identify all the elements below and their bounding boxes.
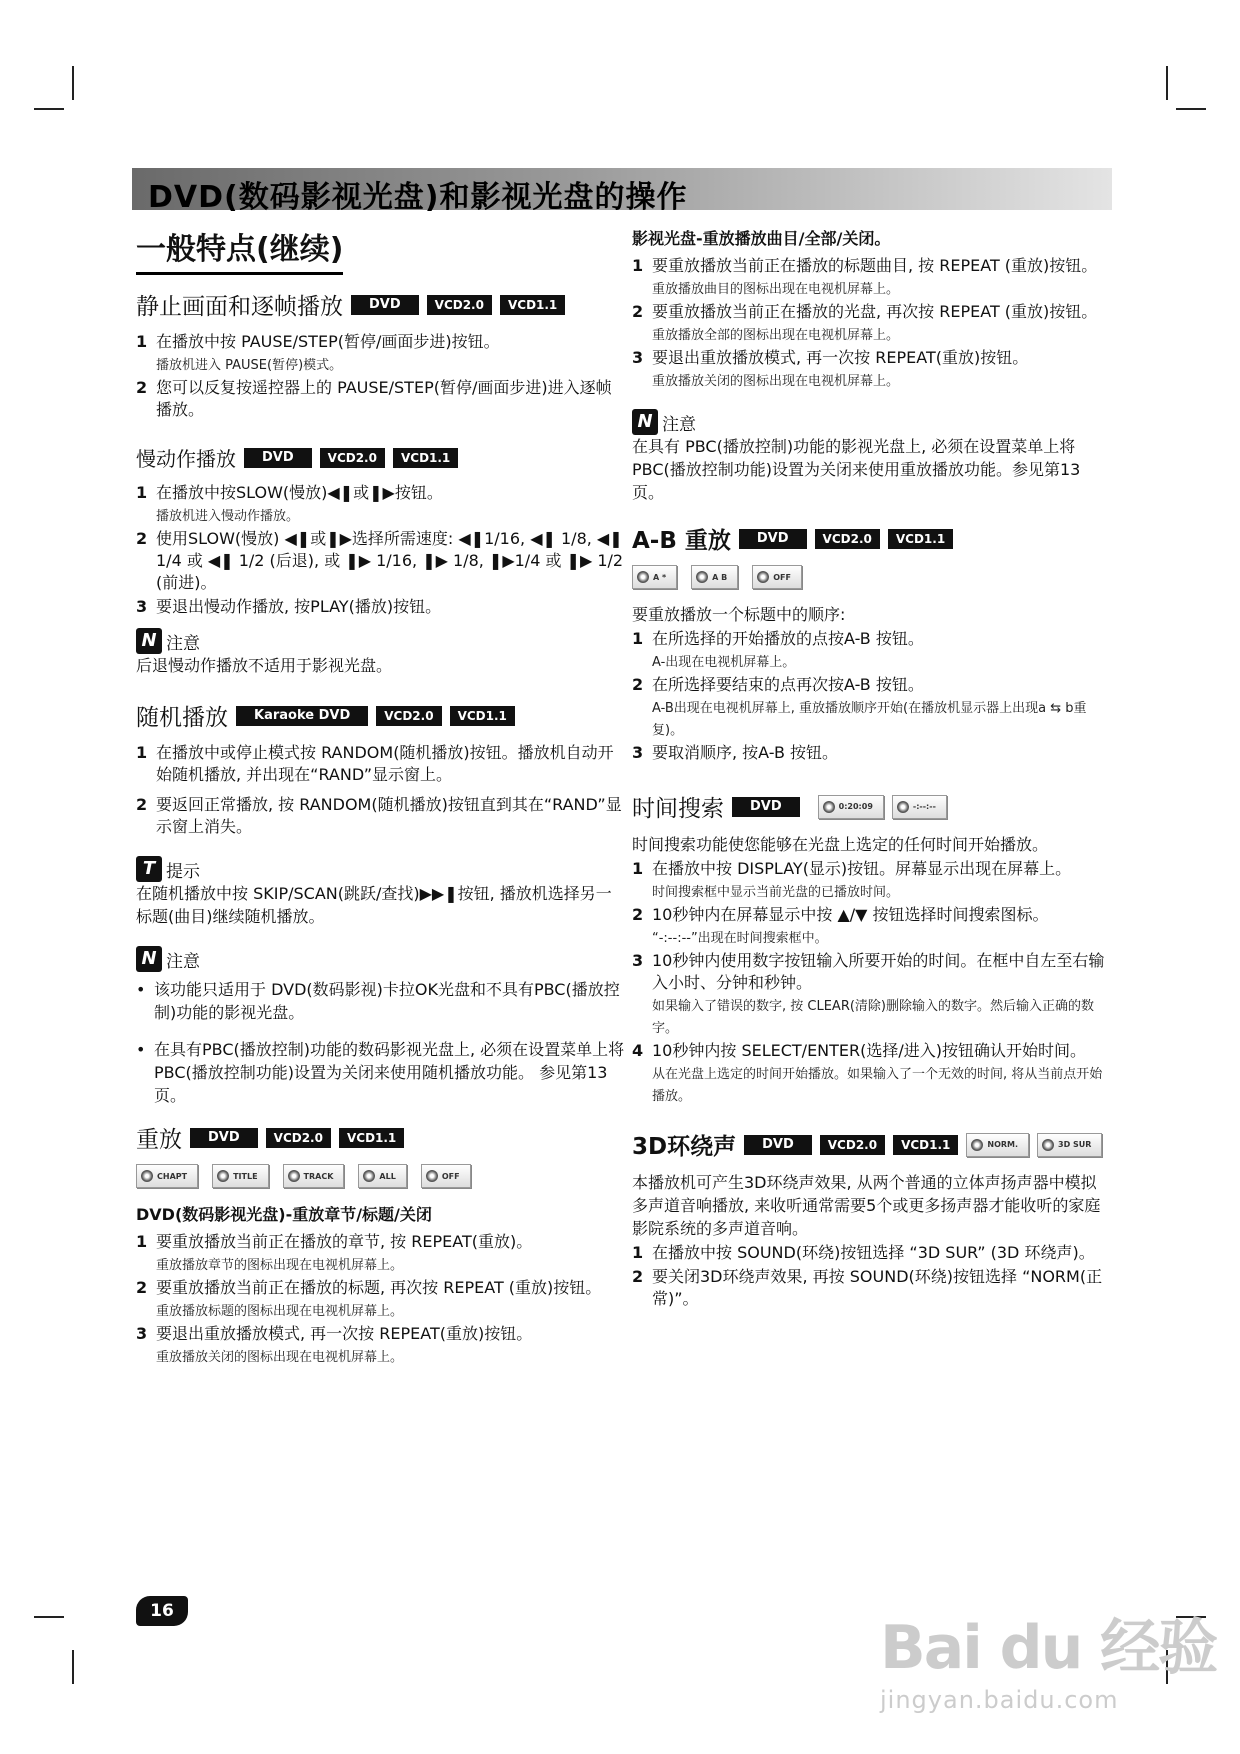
time-step: [632, 858, 1110, 902]
step-number: 3: [632, 743, 644, 762]
step-sub: 时间搜索框中显示当前光盘的已播放时间。: [652, 885, 900, 900]
badge-vcd20: VCD2.0: [820, 1135, 885, 1155]
sur-title: 3D环绕声: [632, 1134, 737, 1160]
step-number: 2: [632, 302, 644, 321]
random-title: 随机播放: [136, 705, 228, 731]
vcd-repeat-step: [632, 347, 1110, 391]
bullet-text: 该功能只适用于 DVD(数码影视)卡拉OK光盘和不具有PBC(播放控制)功能的影视光盘。: [154, 980, 620, 1022]
badge-dvd: DVD: [744, 1135, 812, 1155]
osd-norm: [966, 1133, 1029, 1157]
note-label: 注意: [166, 952, 200, 972]
right-column: [632, 226, 1110, 1312]
step-number: 1: [632, 859, 644, 878]
step-number: 2: [136, 378, 148, 397]
crop-mark: [1166, 66, 1168, 100]
step-sub: “-:--:--”出现在时间搜索框中。: [652, 931, 828, 946]
step-number: 1: [136, 483, 148, 502]
crop-mark: [1176, 108, 1206, 110]
repeat-step: [136, 1277, 626, 1321]
ab-step: [632, 674, 1110, 740]
repeat-step: [136, 1323, 626, 1367]
disc-icon: [696, 571, 708, 583]
left-column: [136, 288, 626, 1369]
step-text: 要返回正常播放, 按 RANDOM(随机播放)按钮直到其在“RAND”显示窗上消失。: [156, 795, 622, 836]
note-icon: N: [136, 628, 162, 654]
step-number: 1: [632, 256, 644, 275]
step-text: 在播放中按SLOW(慢放)◀❚或❚▶按钮。: [156, 483, 443, 502]
badge-vcd20: VCD2.0: [266, 1128, 331, 1148]
ab-intro: 要重放播放一个标题中的顺序:: [632, 605, 846, 624]
crop-mark: [72, 66, 74, 100]
note-label: 注意: [166, 634, 200, 654]
step-number: 1: [632, 1243, 644, 1262]
step-number: 2: [632, 1267, 644, 1286]
badge-dvd: DVD: [244, 448, 312, 468]
random-step: [136, 742, 626, 786]
note-icon: N: [632, 409, 658, 435]
step-text: 10秒钟内按 SELECT/ENTER(选择/进入)按钮确认开始时间。: [652, 1041, 1087, 1060]
bullet-text: 在具有PBC(播放控制)功能的数码影视光盘上, 必须在设置菜单上将PBC(播放控制功能)设置为关闭来使用随机播放功能。 参见第13页。: [154, 1040, 625, 1105]
osd-label: -:--:--: [912, 802, 936, 811]
osd-label: TITLE: [233, 1171, 258, 1181]
slow-step: [136, 596, 626, 618]
slow-title: 慢动作播放: [136, 447, 236, 471]
step-sub: 播放机进入慢动作播放。: [156, 509, 300, 524]
badge-dvd: DVD: [351, 295, 419, 315]
clock-icon: [823, 801, 835, 813]
badge-vcd20: VCD2.0: [376, 706, 441, 726]
vcd-repeat-note: [632, 409, 1110, 504]
step-sub: 重放播放关闭的图标出现在电视机屏幕上。: [156, 1350, 404, 1365]
step-text: 您可以反复按遥控器上的 PAUSE/STEP(暂停/画面步进)进入逐帧播放。: [156, 378, 612, 419]
crop-mark: [34, 1616, 64, 1618]
disc-icon: [757, 571, 769, 583]
sur-step: [632, 1266, 1110, 1310]
time-title: 时间搜索: [632, 796, 724, 822]
step-sub: 如果输入了错误的数字, 按 CLEAR(清除)删除输入的数字。然后输入正确的数字。: [652, 999, 1095, 1036]
step-number: 1: [136, 332, 148, 351]
osd-label: OFF: [441, 1171, 460, 1181]
crop-mark: [72, 1650, 74, 1684]
disc-icon: [426, 1170, 438, 1182]
step-sub: 重放播放关闭的图标出现在电视机屏幕上。: [652, 374, 900, 389]
repeat-heading: [136, 1121, 626, 1154]
step-text: 要重放播放当前正在播放的标题曲目, 按 REPEAT (重放)按钮。: [652, 256, 1098, 275]
step-number: 3: [632, 951, 644, 970]
disc-icon: [363, 1170, 375, 1182]
step-sub: A-B出现在电视机屏幕上, 重放播放顺序开始(在播放机显示器上出现a ⇆ b重复)。: [652, 701, 1087, 738]
slow-heading: [136, 443, 626, 472]
watermark-url: jingyan.baidu.com: [880, 1686, 1119, 1714]
note-bullet: • 该功能只适用于 DVD(数码影视)卡拉OK光盘和不具有PBC(播放控制)功能的影视光盘。: [136, 978, 626, 1024]
osd-label: CHAPT: [157, 1171, 188, 1181]
vcd-repeat-step: [632, 301, 1110, 345]
badge-vcd11: VCD1.1: [893, 1135, 958, 1155]
sur-intro: 本播放机可产生3D环绕声效果, 从两个普通的立体声扬声器中模拟多声道音响播放, 来收听通常需要5个或更多扬声器才能收听的家庭影院系统的多声道音响。: [632, 1173, 1101, 1238]
osd-label: 0:20:09: [838, 802, 873, 811]
still-title: 静止画面和逐帧播放: [136, 294, 343, 320]
osd-3dsur: [1037, 1133, 1102, 1157]
time-step: [632, 950, 1110, 1038]
slow-step: [136, 528, 626, 594]
osd-chapt: [136, 1164, 198, 1188]
badge-dvd: DVD: [739, 529, 807, 549]
step-sub: 重放播放曲目的图标出现在电视机屏幕上。: [652, 282, 900, 297]
tip-text: 在随机播放中按 SKIP/SCAN(跳跃/查找)▶▶❚按钮, 播放机选择另一标题(曲目)继续随机播放。: [136, 884, 612, 926]
step-text: 使用SLOW(慢放) ◀❚或❚▶选择所需速度: ◀❚1/16, ◀❚ 1/8, ◀❚ 1/4 或 ◀❚ 1/2 (后退), 或 ❚▶ 1/16, ❚▶ 1/8, ❚▶1/4 或 ❚▶ 1/2 (前进)。: [156, 529, 624, 592]
step-text: 在播放中按 SOUND(环绕)按钮选择 “3D SUR” (3D 环绕声)。: [652, 1243, 1095, 1262]
osd-title: [212, 1164, 268, 1188]
slow-step: [136, 482, 626, 526]
step-text: 要重放播放当前正在播放的光盘, 再次按 REPEAT (重放)按钮。: [652, 302, 1098, 321]
still-heading: [136, 288, 626, 321]
vcd-repeat-subhead: 影视光盘-重放播放曲目/全部/关闭。: [632, 229, 891, 248]
sur-step: [632, 1242, 1110, 1264]
osd-label: TRACK: [303, 1171, 334, 1181]
badge-vcd11: VCD1.1: [888, 529, 953, 549]
watermark: [880, 1600, 1216, 1714]
time-step: [632, 904, 1110, 948]
section-banner: [132, 168, 1112, 215]
osd-label: OFF: [773, 572, 791, 582]
osd-all: [358, 1164, 406, 1188]
note-label: 注意: [662, 415, 696, 435]
disc-icon: [217, 1170, 229, 1182]
page-number: 16: [136, 1596, 188, 1626]
time-heading: [632, 790, 1110, 823]
step-text: 要重放播放当前正在播放的标题, 再次按 REPEAT (重放)按钮。: [156, 1278, 602, 1297]
badge-vcd11: VCD1.1: [500, 295, 565, 315]
slow-note: [136, 628, 626, 677]
still-step: [136, 331, 626, 375]
ab-heading: [632, 522, 1110, 555]
speaker-icon: [1042, 1139, 1054, 1151]
step-number: 1: [632, 629, 644, 648]
step-text: 要退出重放播放模式, 再一次按 REPEAT(重放)按钮。: [156, 1324, 533, 1343]
disc-icon: [637, 571, 649, 583]
repeat-title: 重放: [136, 1127, 182, 1153]
osd-track: [283, 1164, 345, 1188]
note-text: 后退慢动作播放不适用于影视光盘。: [136, 656, 393, 675]
clock-icon: [897, 801, 909, 813]
step-sub: 重放播放全部的图标出现在电视机屏幕上。: [652, 328, 900, 343]
osd-label: 3D SUR: [1058, 1140, 1092, 1149]
banner-title: DVD(数码影视光盘)和影视光盘的操作: [148, 180, 688, 215]
step-number: 4: [632, 1041, 644, 1060]
step-sub: A-出现在电视机屏幕上。: [652, 655, 796, 670]
step-text: 在播放中或停止模式按 RANDOM(随机播放)按钮。播放机自动开始随机播放, 并出现在“RAND”显示窗上。: [156, 743, 614, 784]
repeat-subhead: DVD(数码影视光盘)-重放章节/标题/关闭: [136, 1205, 432, 1224]
random-heading: [136, 699, 626, 732]
step-text: 在播放中按 PAUSE/STEP(暂停/画面步进)按钮。: [156, 332, 500, 351]
page-title: 一般特点(继续): [136, 224, 343, 275]
note-text: 在具有 PBC(播放控制)功能的影视光盘上, 必须在设置菜单上将 PBC(播放控制功能)设置为关闭来使用重放播放功能。参见第13页。: [632, 437, 1081, 502]
disc-icon: [288, 1170, 300, 1182]
ab-step: [632, 628, 1110, 672]
step-text: 要退出慢动作播放, 按PLAY(播放)按钮。: [156, 597, 442, 616]
repeat-step: [136, 1231, 626, 1275]
ab-step: [632, 742, 1110, 764]
tip-icon: T: [136, 856, 162, 882]
crop-mark: [34, 108, 64, 110]
step-text: 要关闭3D环绕声效果, 再按 SOUND(环绕)按钮选择 “NORM(正常)”。: [652, 1267, 1103, 1308]
step-number: 2: [136, 795, 148, 814]
badge-vcd11: VCD1.1: [339, 1128, 404, 1148]
step-text: 10秒钟内在屏幕显示中按 ▲/▼ 按钮选择时间搜索图标。: [652, 905, 1049, 924]
step-text: 要重放播放当前正在播放的章节, 按 REPEAT(重放)。: [156, 1232, 533, 1251]
step-number: 2: [136, 529, 148, 548]
step-sub: 从在光盘上选定的时间开始播放。如果输入了一个无效的时间, 将从当前点开始播放。: [652, 1067, 1103, 1104]
disc-icon: [141, 1170, 153, 1182]
step-text: 在播放中按 DISPLAY(显示)按钮。屏幕显示出现在屏幕上。: [652, 859, 1072, 878]
osd-label: ALL: [379, 1171, 396, 1181]
badge-vcd20: VCD2.0: [815, 529, 880, 549]
still-step: [136, 377, 626, 421]
repeat-osd-row: [136, 1164, 626, 1188]
step-number: 3: [136, 597, 148, 616]
osd-label: A B: [712, 572, 728, 582]
time-step: [632, 1040, 1110, 1106]
osd-label: A *: [653, 572, 667, 582]
step-number: 2: [136, 1278, 148, 1297]
speaker-icon: [971, 1139, 983, 1151]
vcd-repeat-step: [632, 255, 1110, 299]
osd-off: [421, 1164, 471, 1188]
step-number: 2: [632, 905, 644, 924]
watermark-brand: Bai du 经验: [880, 1613, 1217, 1683]
badge-dvd: DVD: [732, 797, 800, 817]
step-text: 在所选择的开始播放的点按A-B 按钮。: [652, 629, 924, 648]
badge-vcd11: VCD1.1: [450, 706, 515, 726]
step-number: 3: [136, 1324, 148, 1343]
step-sub: 重放播放标题的图标出现在电视机屏幕上。: [156, 1304, 404, 1319]
step-sub: 重放播放章节的图标出现在电视机屏幕上。: [156, 1258, 404, 1273]
note-icon: N: [136, 946, 162, 972]
badge-vcd20: VCD2.0: [320, 448, 385, 468]
note-bullet: • 在具有PBC(播放控制)功能的数码影视光盘上, 必须在设置菜单上将PBC(播放控制功能)设置为关闭来使用随机播放功能。 参见第13页。: [136, 1040, 625, 1105]
random-note: [136, 946, 626, 1107]
badge-dvd: DVD: [190, 1128, 258, 1148]
step-number: 1: [136, 743, 148, 762]
osd-a: [632, 565, 677, 589]
badge-vcd11: VCD1.1: [393, 448, 458, 468]
step-text: 10秒钟内使用数字按钮输入所要开始的时间。在框中自左至右输入小时、分钟和秒钟。: [652, 951, 1105, 992]
step-text: 在所选择要结束的点再次按A-B 按钮。: [652, 675, 924, 694]
osd-ab: [691, 565, 738, 589]
osd-off: [752, 565, 802, 589]
time-intro: 时间搜索功能使您能够在光盘上选定的任何时间开始播放。: [632, 835, 1049, 854]
sur-heading: [632, 1128, 1110, 1161]
step-number: 1: [136, 1232, 148, 1251]
step-number: 3: [632, 348, 644, 367]
badge-karaoke-dvd: Karaoke DVD: [236, 706, 368, 726]
step-number: 2: [632, 675, 644, 694]
osd-time: [818, 795, 884, 819]
ab-title: A-B 重放: [632, 528, 731, 554]
osd-time-empty: [892, 795, 947, 819]
step-text: 要退出重放播放模式, 再一次按 REPEAT(重放)按钮。: [652, 348, 1029, 367]
random-step: [136, 794, 626, 838]
osd-label: NORM.: [987, 1140, 1019, 1149]
ab-osd-row: [632, 565, 1110, 589]
random-tip: [136, 856, 626, 928]
step-sub: 播放机进入 PAUSE(暂停)模式。: [156, 358, 343, 373]
step-text: 要取消顺序, 按A-B 按钮。: [652, 743, 839, 762]
badge-vcd20: VCD2.0: [427, 295, 492, 315]
tip-label: 提示: [166, 862, 200, 882]
